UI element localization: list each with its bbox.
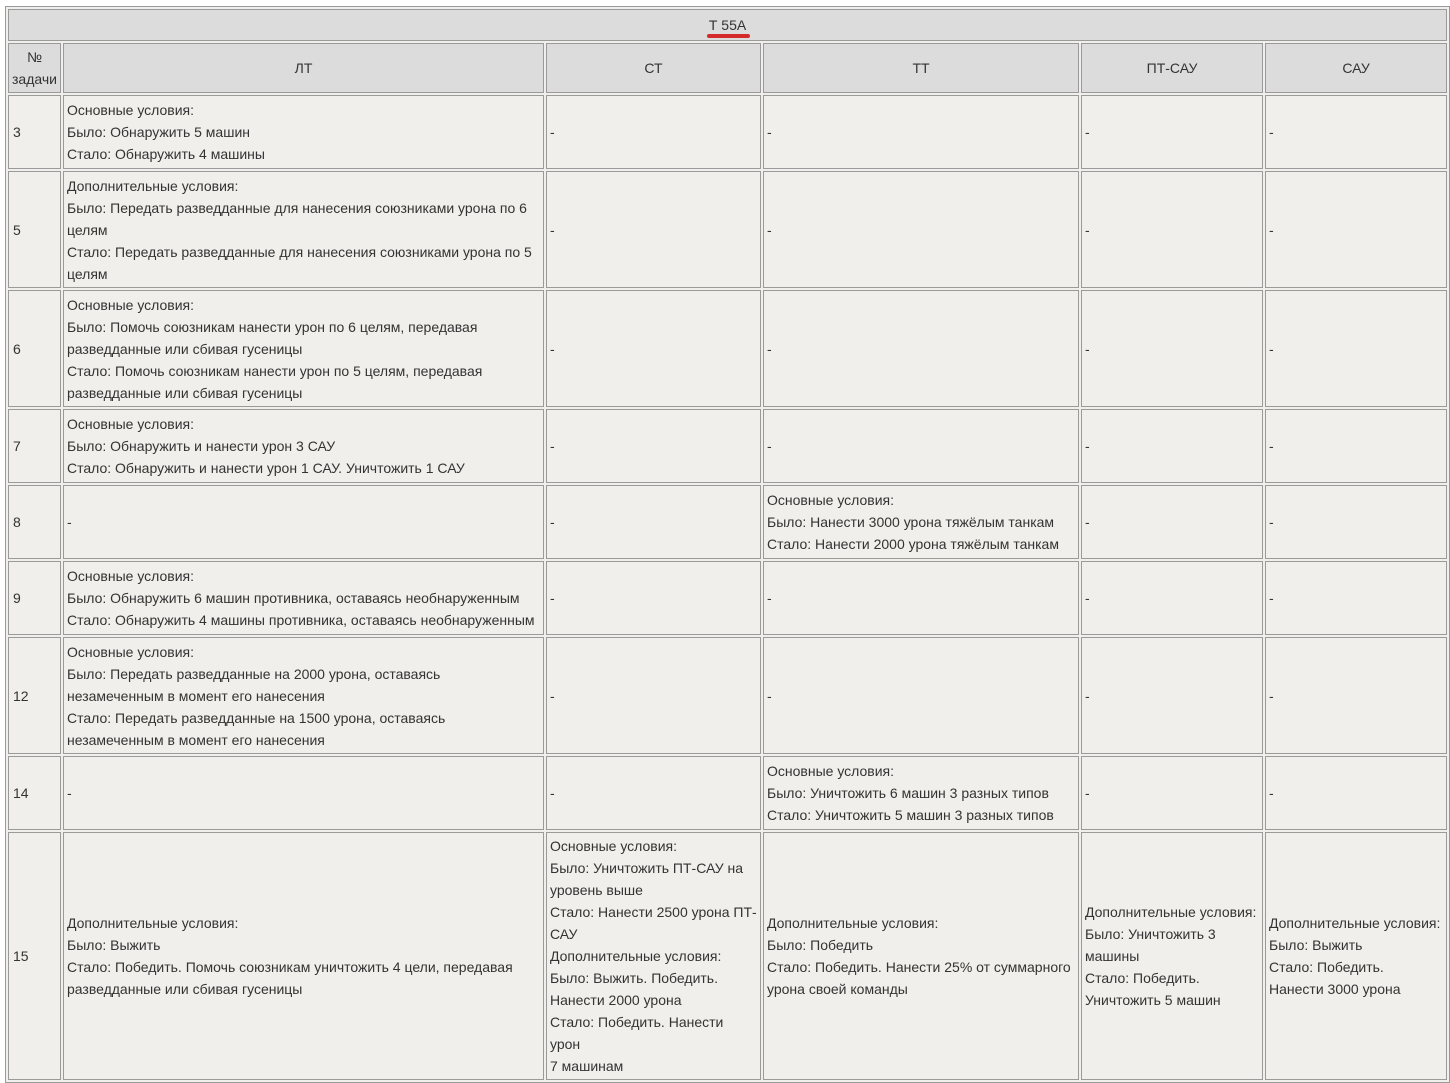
cell-pt-sau xyxy=(1081,95,1263,169)
cell-text-line: - xyxy=(550,785,555,801)
cell-pt-sau xyxy=(1081,485,1263,559)
cell-text-line: - xyxy=(1085,590,1090,606)
cell-text-line: Было: Уничтожить ПТ-САУ на xyxy=(550,860,744,876)
cell-text-line: незамеченным в момент его нанесения xyxy=(67,687,325,704)
cell-lt xyxy=(63,637,544,754)
table-row xyxy=(8,171,1447,288)
cell-lt xyxy=(63,756,544,830)
cell-text-line: - xyxy=(1269,124,1274,140)
cell-text-line: - xyxy=(1269,221,1274,238)
cell-pt-sau xyxy=(1081,756,1263,830)
cell-tt xyxy=(763,485,1079,559)
cell-text-line: Основные условия: xyxy=(767,492,894,508)
cell-text-line: - xyxy=(767,340,772,357)
cell-text-line: - xyxy=(1269,514,1274,530)
cell-text-line: Основные условия: xyxy=(67,296,194,313)
cell-st xyxy=(546,290,761,407)
cell-text-line: Стало: Победить. Нанести урон xyxy=(550,1014,724,1052)
cell-tt xyxy=(763,561,1079,635)
table-row xyxy=(8,637,1447,754)
cell-text-line: Стало: Нанести 2500 урона ПТ- xyxy=(550,904,757,920)
cell-tt xyxy=(763,290,1079,407)
cell-text-line: - xyxy=(550,221,555,238)
cell-text-line: - xyxy=(1085,340,1090,357)
cell-tt xyxy=(763,95,1079,169)
cell-text-line: - xyxy=(550,340,555,357)
cell-st xyxy=(546,637,761,754)
cell-pt-sau xyxy=(1081,561,1263,635)
cell-text-line: Основные условия: xyxy=(767,763,894,779)
cell-lt xyxy=(63,561,544,635)
cell-text-line: Стало: Обнаружить 4 машины противника, оставаясь необнаруженным xyxy=(67,612,535,628)
cell-lt xyxy=(63,171,544,288)
cell-text-line: целям xyxy=(67,221,108,238)
header-pt-sau: ПТ-САУ xyxy=(1081,43,1263,93)
cell-sau xyxy=(1265,485,1447,559)
cell-tt xyxy=(763,171,1079,288)
cell-text-line: 7 машинам xyxy=(550,1058,624,1074)
cell-text-line: Дополнительные условия: xyxy=(1269,915,1441,931)
cell-text-line: - xyxy=(1269,785,1274,801)
cell-text-line: Стало: Победить. xyxy=(1085,970,1200,986)
cell-st xyxy=(546,561,761,635)
cell-st xyxy=(546,485,761,559)
cell-text-line: Основные условия: xyxy=(550,838,677,854)
cell-text-line: САУ xyxy=(550,926,578,942)
cell-task-number: 14 xyxy=(8,756,61,830)
cell-st xyxy=(546,95,761,169)
cell-text-line: - xyxy=(550,590,555,606)
cell-text-line: Было: Обнаружить и нанести урон 3 САУ xyxy=(67,438,336,454)
cell-text-line: разведданные или сбивая гусеницы xyxy=(67,384,303,401)
cell-text-line: Дополнительные условия: xyxy=(1085,904,1257,920)
cell-text-line: - xyxy=(67,514,72,530)
cell-text-line: Было: Уничтожить 3 xyxy=(1085,926,1216,942)
cell-text-line: Основные условия: xyxy=(67,102,194,118)
changes-table xyxy=(5,6,1450,1083)
cell-text-line: Было: Обнаружить 5 машин xyxy=(67,124,251,140)
cell-sau xyxy=(1265,409,1447,483)
header-lt: ЛТ xyxy=(63,43,544,93)
cell-sau xyxy=(1265,171,1447,288)
table-row xyxy=(8,290,1447,407)
cell-text-line: Стало: Победить. Нанести 25% от суммарного xyxy=(767,959,1071,975)
cell-tt xyxy=(763,756,1079,830)
header-row xyxy=(8,43,1447,93)
cell-text-line: Дополнительные условия: xyxy=(767,915,939,931)
cell-text-line: Было: Передать разведданные на 2000 урона, оставаясь xyxy=(67,665,441,682)
cell-text-line: Было: Передать разведданные для нанесения союзниками урона по 6 xyxy=(67,199,527,216)
cell-lt xyxy=(63,290,544,407)
cell-text-line: Дополнительные условия: xyxy=(550,948,722,964)
cell-text-line: Было: Выжить xyxy=(67,937,161,953)
cell-text-line: незамеченным в момент его нанесения xyxy=(67,731,325,748)
cell-text-line: Нанести 3000 урона xyxy=(1269,981,1401,997)
cell-st xyxy=(546,832,761,1080)
cell-text-line: - xyxy=(1269,687,1274,704)
cell-text-line: - xyxy=(1269,590,1274,606)
cell-st xyxy=(546,409,761,483)
cell-text-line: Стало: Победить. xyxy=(1269,959,1384,975)
cell-text-line: - xyxy=(550,124,555,140)
cell-text-line: - xyxy=(67,785,72,801)
cell-st xyxy=(546,171,761,288)
cell-text-line: разведданные или сбивая гусеницы xyxy=(67,981,303,997)
cell-text-line: Было: Победить xyxy=(767,937,874,953)
cell-text-line: - xyxy=(1085,221,1090,238)
header-tt: ТТ xyxy=(763,43,1079,93)
cell-text-line: Основные условия: xyxy=(67,568,194,584)
tank-name: Т 55А xyxy=(708,17,747,33)
cell-lt xyxy=(63,95,544,169)
cell-text-line: - xyxy=(767,124,772,140)
cell-text-line: Уничтожить 5 машин xyxy=(1085,992,1221,1008)
cell-text-line: Стало: Передать разведданные для нанесения союзниками урона по 5 xyxy=(67,243,532,260)
cell-text-line: Было: Обнаружить 6 машин противника, оставаясь необнаруженным xyxy=(67,590,520,606)
cell-text-line: Было: Помочь союзникам нанести урон по 6 целям, передавая xyxy=(67,318,478,335)
cell-text-line: - xyxy=(1269,438,1274,454)
cell-text-line: Стало: Обнаружить 4 машины xyxy=(67,146,265,162)
cell-text-line: Стало: Помочь союзникам нанести урон по 5 целям, передавая xyxy=(67,362,483,379)
cell-text-line: Стало: Обнаружить и нанести урон 1 САУ. Уничтожить 1 САУ xyxy=(67,460,465,476)
cell-task-number: 9 xyxy=(8,561,61,635)
cell-text-line: - xyxy=(1269,340,1274,357)
cell-pt-sau xyxy=(1081,409,1263,483)
table-title-cell xyxy=(8,9,1447,41)
cell-task-number: 7 xyxy=(8,409,61,483)
cell-task-number: 5 xyxy=(8,171,61,288)
table-title xyxy=(709,11,746,39)
cell-text-line: - xyxy=(1085,438,1090,454)
cell-sau xyxy=(1265,95,1447,169)
cell-text-line: - xyxy=(767,438,772,454)
cell-text-line: Стало: Победить. Помочь союзникам уничтожить 4 цели, передавая xyxy=(67,959,513,975)
header-task-number: № задачи xyxy=(8,43,61,93)
cell-text-line: - xyxy=(550,514,555,530)
cell-text-line: - xyxy=(767,221,772,238)
changes-table-container xyxy=(5,6,1444,1083)
table-body xyxy=(8,95,1447,1080)
cell-task-number: 12 xyxy=(8,637,61,754)
cell-task-number: 8 xyxy=(8,485,61,559)
table-row xyxy=(8,561,1447,635)
cell-lt xyxy=(63,832,544,1080)
table-row xyxy=(8,409,1447,483)
cell-task-number: 15 xyxy=(8,832,61,1080)
cell-sau xyxy=(1265,290,1447,407)
cell-pt-sau xyxy=(1081,832,1263,1080)
cell-lt xyxy=(63,485,544,559)
cell-pt-sau xyxy=(1081,171,1263,288)
cell-sau xyxy=(1265,756,1447,830)
cell-text-line: Стало: Нанести 2000 урона тяжёлым танкам xyxy=(767,536,1059,552)
cell-text-line: - xyxy=(550,438,555,454)
cell-sau xyxy=(1265,832,1447,1080)
cell-tt xyxy=(763,832,1079,1080)
cell-text-line: Стало: Передать разведданные на 1500 урона, оставаясь xyxy=(67,709,446,726)
cell-text-line: целям xyxy=(67,265,108,282)
table-row xyxy=(8,756,1447,830)
cell-text-line: Нанести 2000 урона xyxy=(550,992,682,1008)
cell-sau xyxy=(1265,637,1447,754)
cell-text-line: Было: Выжить. Победить. xyxy=(550,970,718,986)
cell-task-number: 6 xyxy=(8,290,61,407)
cell-tt xyxy=(763,409,1079,483)
cell-pt-sau xyxy=(1081,290,1263,407)
cell-text-line: - xyxy=(767,590,772,606)
header-st: СТ xyxy=(546,43,761,93)
cell-text-line: - xyxy=(550,687,555,704)
cell-text-line: - xyxy=(1085,514,1090,530)
cell-text-line: Было: Нанести 3000 урона тяжёлым танкам xyxy=(767,514,1055,530)
cell-text-line: уровень выше xyxy=(550,882,643,898)
cell-text-line: - xyxy=(767,687,772,704)
cell-task-number: 3 xyxy=(8,95,61,169)
title-underline xyxy=(707,34,750,38)
cell-text-line: - xyxy=(1085,785,1090,801)
cell-tt xyxy=(763,637,1079,754)
cell-text-line: Было: Выжить xyxy=(1269,937,1363,953)
cell-lt xyxy=(63,409,544,483)
cell-text-line: машины xyxy=(1085,948,1140,964)
cell-pt-sau xyxy=(1081,637,1263,754)
table-row xyxy=(8,95,1447,169)
cell-text-line: Дополнительные условия: xyxy=(67,177,239,194)
cell-text-line: Было: Уничтожить 6 машин 3 разных типов xyxy=(767,785,1049,801)
cell-text-line: Основные условия: xyxy=(67,643,194,660)
cell-sau xyxy=(1265,561,1447,635)
cell-text-line: Дополнительные условия: xyxy=(67,915,239,931)
cell-st xyxy=(546,756,761,830)
cell-text-line: - xyxy=(1085,124,1090,140)
table-row xyxy=(8,832,1447,1080)
cell-text-line: разведданные или сбивая гусеницы xyxy=(67,340,303,357)
header-sau: САУ xyxy=(1265,43,1447,93)
table-row xyxy=(8,485,1447,559)
cell-text-line: Стало: Уничтожить 5 машин 3 разных типов xyxy=(767,807,1054,823)
cell-text-line: - xyxy=(1085,687,1090,704)
cell-text-line: урона своей команды xyxy=(767,981,908,997)
cell-text-line: Основные условия: xyxy=(67,416,194,432)
